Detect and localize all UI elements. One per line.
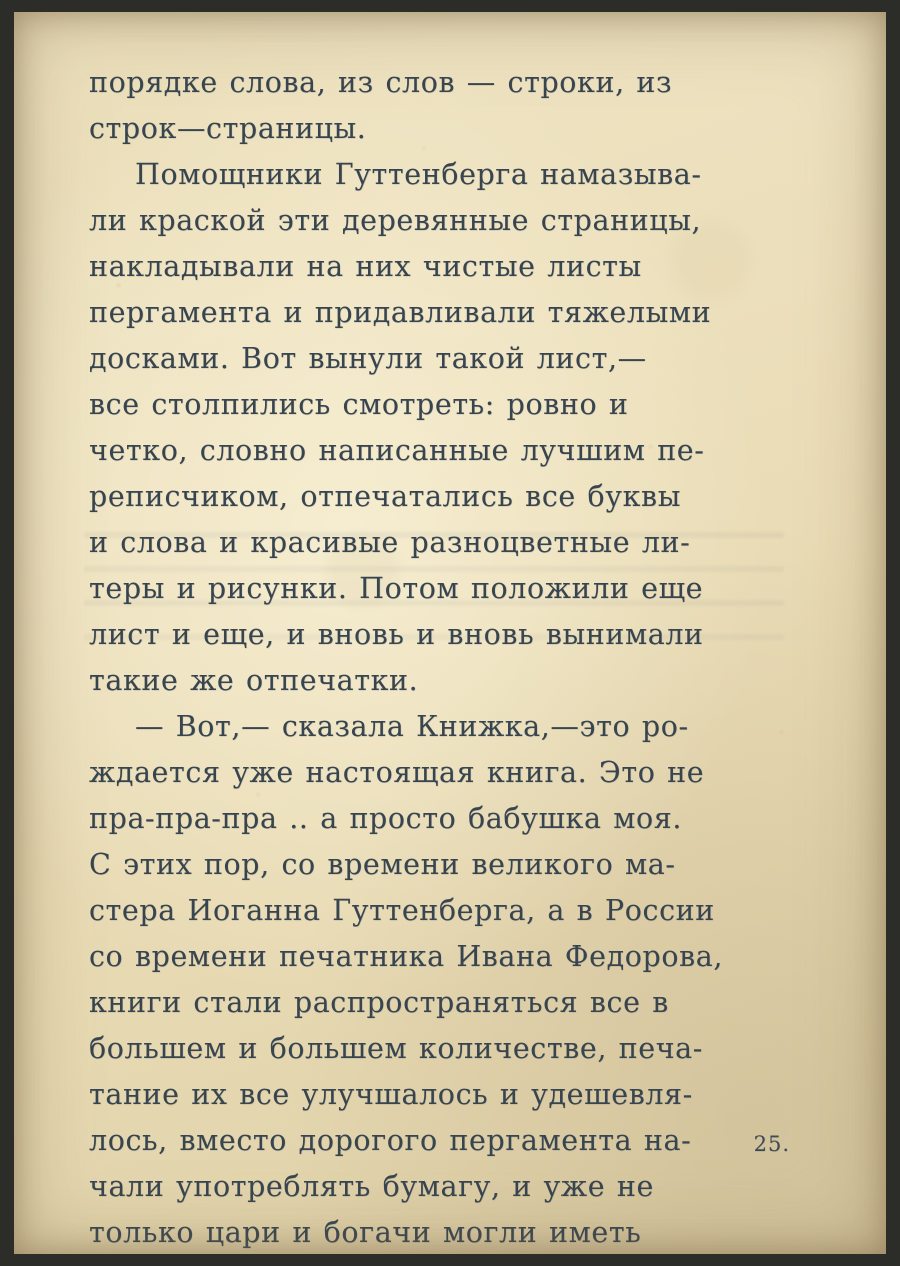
- line-text: все столпились смотреть: ровно и: [89, 388, 629, 421]
- text-line: [89, 842, 789, 888]
- line-text: ли краской эти деревянные страницы,: [89, 204, 702, 237]
- line-text: только цари и богачи могли иметь: [89, 1216, 642, 1249]
- line-text: лист и еще, и вновь и вновь вынимали: [89, 618, 704, 651]
- line-text: ждается уже настоящая книга. Это не: [89, 756, 705, 789]
- line-text: такие же отпечатки.: [89, 664, 419, 697]
- text-line: [89, 520, 789, 566]
- line-text: четко, словно написанные лучшим пе-: [89, 434, 705, 467]
- text-line: [89, 198, 789, 244]
- paragraph-3: [89, 704, 789, 1256]
- line-text: стера Иоганна Гуттенберга, а в России: [89, 894, 715, 927]
- line-text: чали употреблять бумагу, и уже не: [89, 1170, 654, 1203]
- text-line: [89, 60, 789, 106]
- text-line: [89, 796, 789, 842]
- line-text: Помощники Гуттенберга намазыва-: [135, 158, 702, 191]
- text-line: [89, 566, 789, 612]
- text-line: [89, 428, 789, 474]
- line-text: досками. Вот вынули такой лист,—: [89, 342, 647, 375]
- line-text: книги стали распространяться все в: [89, 986, 669, 1019]
- text-line: [89, 750, 789, 796]
- book-page: [14, 12, 886, 1254]
- text-line: [89, 612, 789, 658]
- paragraph-1: [89, 60, 789, 152]
- page-text-block: [89, 60, 789, 1256]
- page-number: 25.: [753, 1132, 790, 1156]
- line-text: реписчиком, отпечатались все буквы: [89, 480, 681, 513]
- text-line: [89, 290, 789, 336]
- text-line: [89, 704, 789, 750]
- line-text: пра-пра-пра .. а просто бабушка моя.: [89, 802, 682, 835]
- text-line: [89, 1210, 789, 1256]
- text-line: [89, 1072, 789, 1118]
- text-line: [89, 152, 789, 198]
- text-line: [89, 1164, 789, 1210]
- line-text: накладывали на них чистые листы: [89, 250, 642, 283]
- line-text: порядке слова, из слов — строки, из: [89, 66, 673, 99]
- line-text: большем и большем количестве, печа-: [89, 1032, 703, 1065]
- text-line: [89, 244, 789, 290]
- text-line: [89, 474, 789, 520]
- line-text: С этих пор, со времени великого ма-: [89, 848, 676, 881]
- text-line: [89, 336, 789, 382]
- text-line: [89, 1118, 789, 1164]
- text-line: [89, 888, 789, 934]
- text-line: [89, 1026, 789, 1072]
- line-text: — Вот,— сказала Книжка,—это ро-: [135, 710, 689, 743]
- text-line: [89, 382, 789, 428]
- line-text: строк—страницы.: [89, 112, 367, 145]
- text-line: [89, 980, 789, 1026]
- line-text: тание их все улучшалось и удешевля-: [89, 1078, 693, 1111]
- text-line: [89, 106, 789, 152]
- line-text: теры и рисунки. Потом положили еще: [89, 572, 704, 605]
- text-line: [89, 658, 789, 704]
- paragraph-2: [89, 152, 789, 704]
- line-text: со времени печатника Ивана Федорова,: [89, 940, 724, 973]
- text-line: [89, 934, 789, 980]
- line-text: и слова и красивые разноцветные ли-: [89, 526, 691, 559]
- line-text: лось, вместо дорогого пергамента на-: [89, 1124, 692, 1157]
- line-text: пергамента и придавливали тяжелыми: [89, 296, 712, 329]
